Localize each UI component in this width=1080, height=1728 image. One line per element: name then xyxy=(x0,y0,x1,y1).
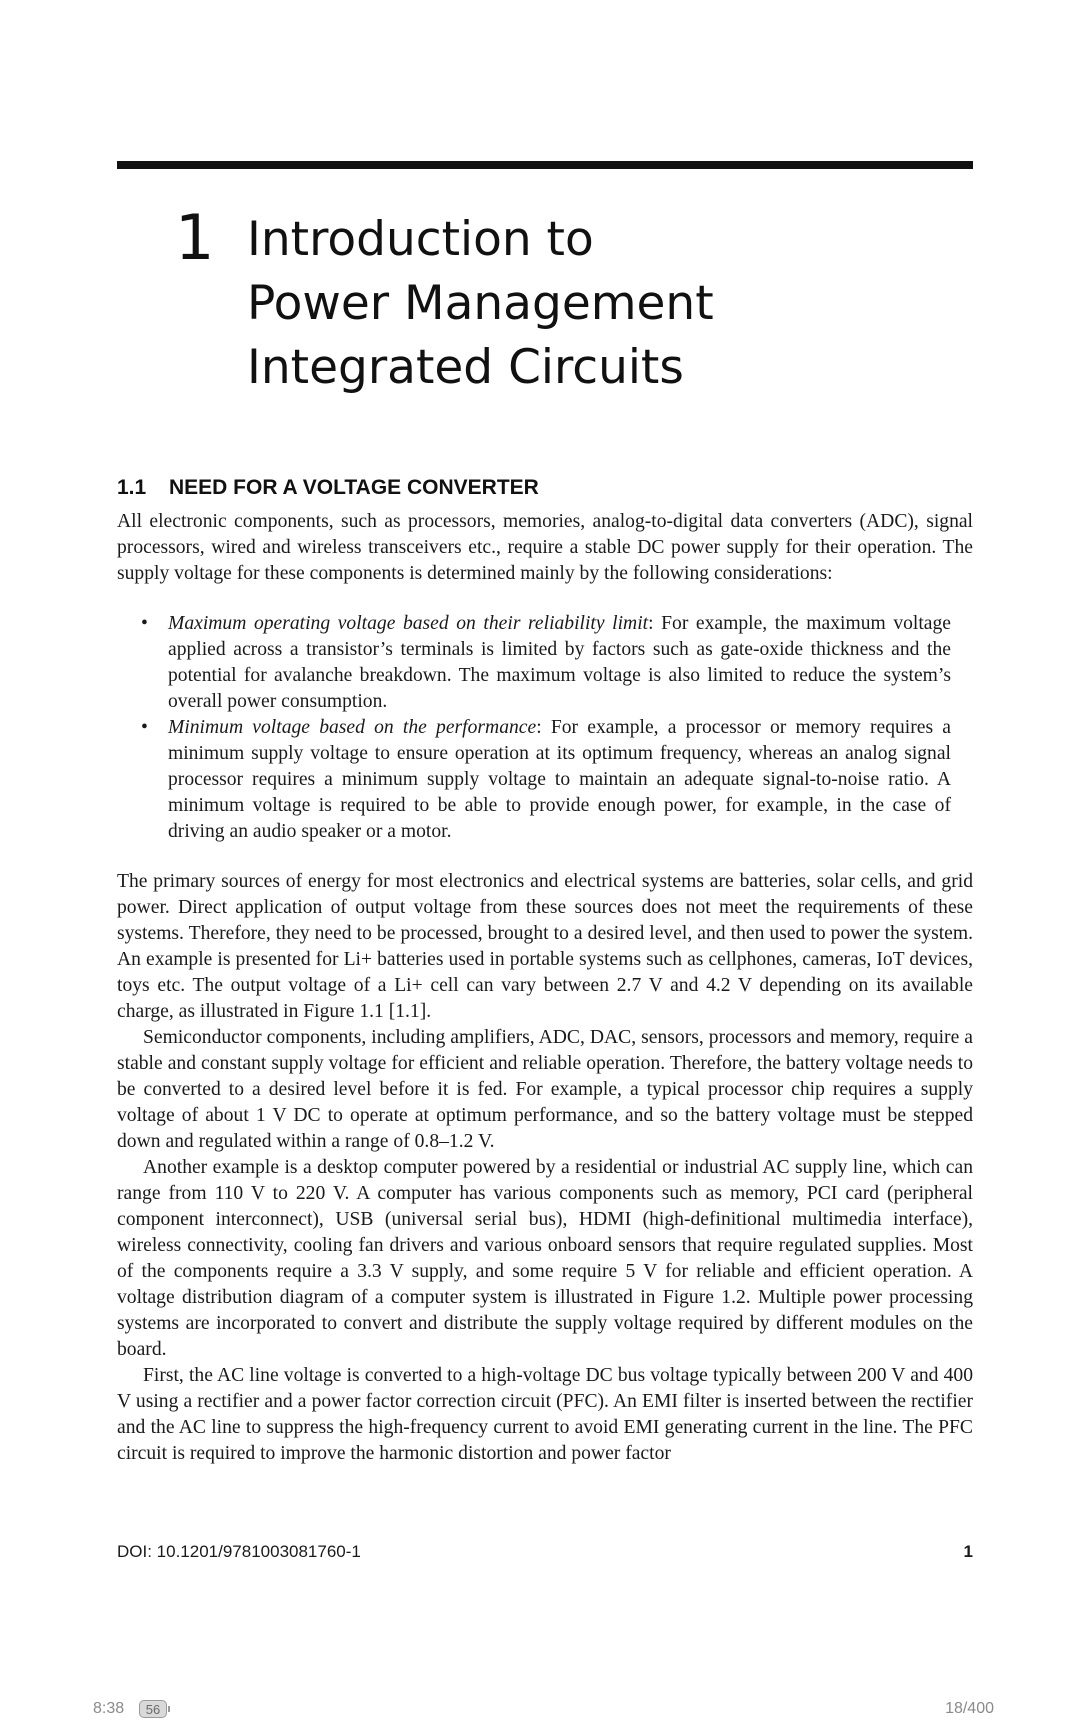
book-page xyxy=(117,0,973,1728)
chapter-number: 1 xyxy=(175,201,215,274)
considerations-list xyxy=(117,611,973,845)
list-item-lead: Minimum voltage based on the performance xyxy=(168,717,537,738)
paragraph-semiconductor: Semiconductor components, including amplifiers, ADC, DAC, sensors, processors and memory, require a stable and constant supply voltage for efficient and reliable operation. Therefore, the battery voltage needs to be converted to a desired level before it is fed. For example, a typical processor chip requires a supply voltage of about 1 V DC to operate at optimum performance, and so the battery voltage must be stepped down and regulated within a range of 0.8–1.2 V. xyxy=(117,1027,973,1152)
chapter-title xyxy=(247,208,947,400)
list-item xyxy=(168,611,951,715)
battery-tip-icon xyxy=(168,1706,170,1712)
paragraph-desktop-computer: Another example is a desktop computer powered by a residential or industrial AC supply line, which can range from 110 V to 220 V. A computer has various components such as memory, PCI card (peripheral component interconnect), USB (universal serial bus), HDMI (high-definitional multimedia interface), wireless connectivity, cooling fan drivers and various onboard sensors that require regulated supplies. Most of the components require a 3.3 V supply, and some require 5 V for reliable and efficient operation. A voltage distribution diagram of a computer system is illustrated in Figure 1.2. Multiple power processing systems are incorporated to convert and distribute the supply voltage required by different modules on the board. xyxy=(117,1157,973,1360)
section-heading xyxy=(117,474,539,502)
chapter-title-line: Integrated Circuits xyxy=(247,340,684,395)
list-item-text: : For example, a processor or memory requires a minimum supply voltage to ensure operation at its optimum frequency, whereas an analog signal processor requires a minimum supply voltage to maintain an adequate signal-to-noise ratio. A minimum voltage is required to be able to provide enough power, for example, in the case of driving an audio speaker or a motor. xyxy=(168,717,951,842)
paragraph-energy-sources: The primary sources of energy for most electronics and electrical systems are batteries, solar cells, and grid power. Direct application of output voltage from these sources does not meet the requirements of these systems. Therefore, they need to be processed, brought to a desired level, and then used to power the system. An example is presented for Li+ batteries used in portable systems such as cellphones, cameras, IoT devices, toys etc. The output voltage of a Li+ cell can vary between 2.7 V and 4.2 V depending on its available charge, as illustrated in Figure 1.1 [1.1]. xyxy=(117,871,973,1022)
chapter-title-line: Power Management xyxy=(247,276,714,331)
intro-paragraph: All electronic components, such as processors, memories, analog-to-digital data converters (ADC), signal processors, wired and wireless transceivers etc., require a stable DC power supply for their operation. The supply voltage for these components is determined mainly by the following considerations: xyxy=(117,511,973,584)
list-item-lead: Maximum operating voltage based on their reliability limit xyxy=(168,613,649,634)
clock-time: 8:38 xyxy=(93,1700,125,1717)
chapter-top-rule xyxy=(117,161,973,169)
reader-status-bar xyxy=(0,1696,1080,1724)
paragraph-ac-line: First, the AC line voltage is converted to a high-voltage DC bus voltage typically between 200 V and 400 V using a rectifier and a power factor correction circuit (PFC). An EMI filter is inserted between the rectifier and the AC line to suppress the high-frequency current to avoid EMI generating current in the line. The PFC circuit is required to improve the harmonic distortion and power factor xyxy=(117,1365,973,1464)
battery-icon: 56 xyxy=(139,1700,167,1718)
list-item xyxy=(168,715,951,845)
section-number: 1.1 xyxy=(117,476,147,499)
chapter-title-line: Introduction to xyxy=(247,212,594,267)
list-item-text: : For example, the maximum voltage applied across a transistor’s terminals is limited by factors such as gate-oxide thickness and the potential for avalanche breakdown. The maximum voltage is also limited to reduce the system’s overall power consumption. xyxy=(168,613,951,712)
footer-doi: DOI: 10.1201/9781003081760-1 xyxy=(117,1542,361,1561)
footer-page-number: 1 xyxy=(963,1542,973,1561)
section-title: NEED FOR A VOLTAGE CONVERTER xyxy=(169,476,539,499)
page-counter: 18/400 xyxy=(945,1700,994,1717)
body-text xyxy=(117,509,973,1467)
